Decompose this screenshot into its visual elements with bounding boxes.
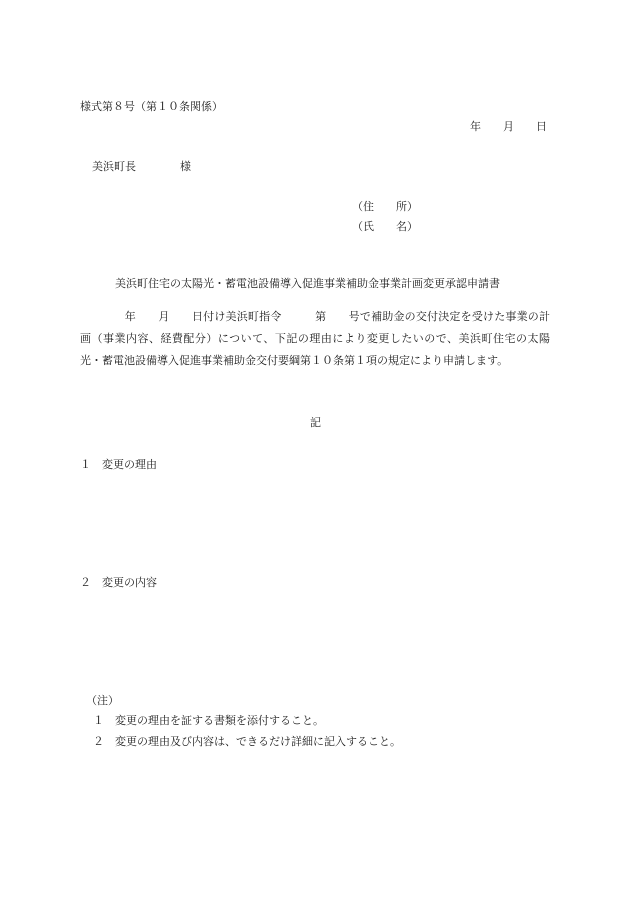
note-text: 変更の理由及び内容は、できるだけ詳細に記入すること。: [115, 735, 401, 748]
form-number: 様式第８号（第１０条関係）: [80, 100, 223, 113]
section-number: ２: [80, 576, 91, 589]
notes-heading: （注）: [86, 694, 119, 707]
note-text: 変更の理由を証する書類を添付すること。: [115, 714, 324, 727]
note-number: １: [93, 714, 104, 727]
note-number: ２: [93, 735, 104, 748]
section-change-reason: [80, 456, 157, 472]
addressee: 美浜町長 様: [92, 160, 191, 173]
section-label: 変更の内容: [102, 576, 157, 589]
address-label: （住 所）: [352, 200, 418, 213]
body-paragraph: 年 月 日付け美浜町指令 第 号で補助金の交付決定を受けた事業の計画（事業内容、経費配分）について、下記の理由により変更したいので、美浜町住宅の太陽光・蓄電池設備導入促進事業補助金交付要綱第１０条第１項の規定により申請します。: [80, 310, 550, 367]
section-label: 変更の理由: [102, 458, 157, 471]
section-number: １: [80, 458, 91, 471]
ki-heading: 記: [310, 416, 321, 429]
name-label: （氏 名）: [352, 220, 418, 233]
date-line: 年 月 日: [470, 120, 547, 133]
document-title: 美浜町住宅の太陽光・蓄電池設備導入促進事業補助金事業計画変更承認申請書: [115, 277, 500, 290]
section-change-content: [80, 574, 157, 590]
note-item: [93, 733, 401, 749]
note-item: [93, 712, 324, 728]
